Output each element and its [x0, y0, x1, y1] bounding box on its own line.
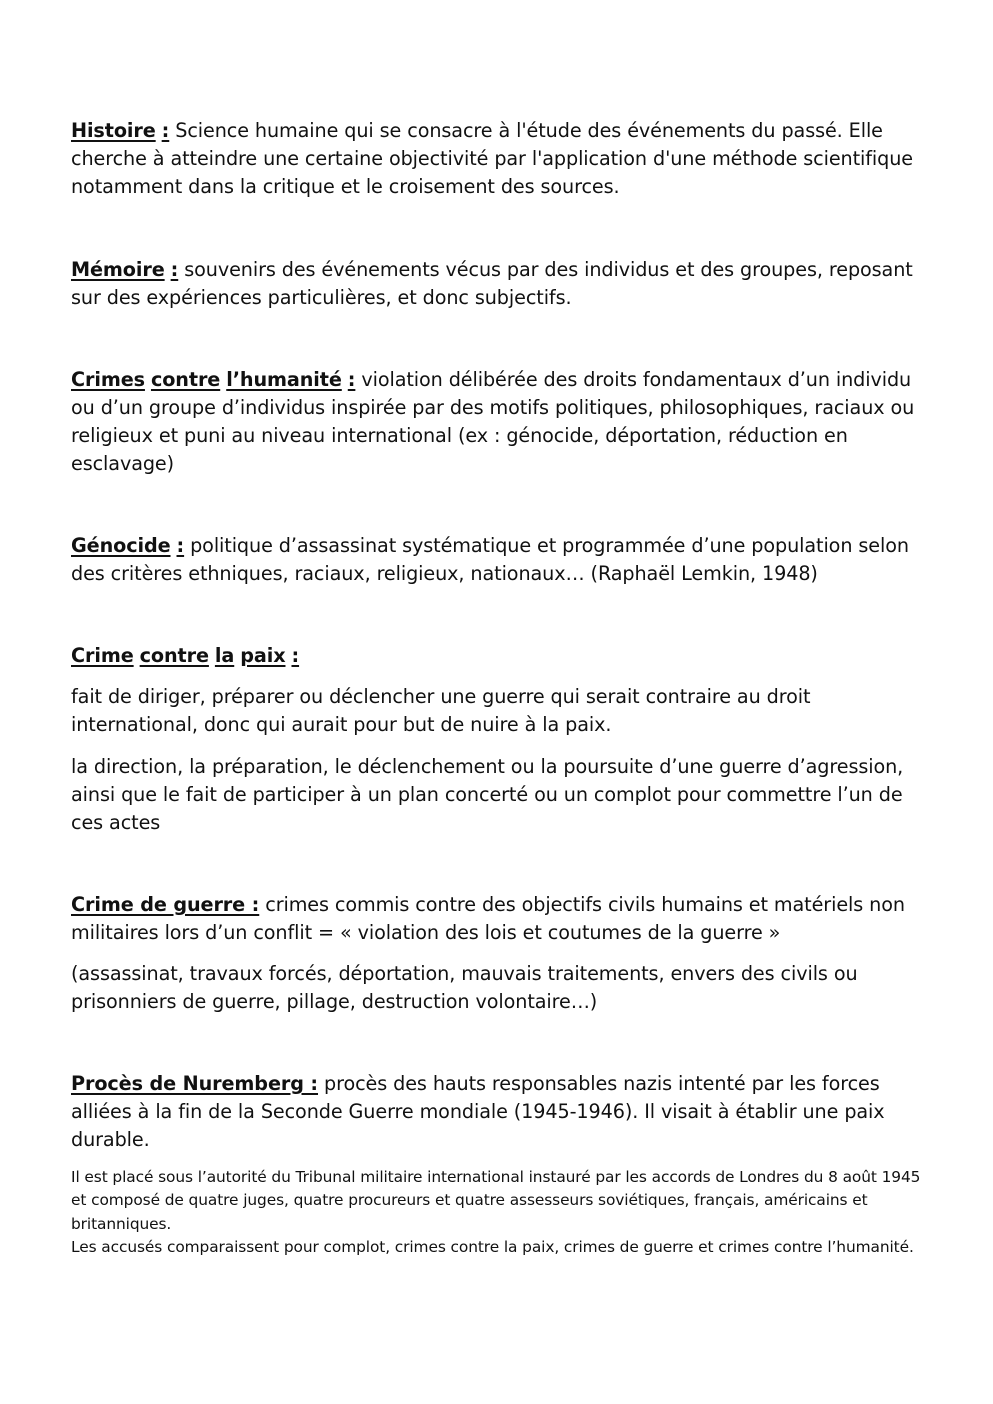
term-memoire: Mémoire	[71, 258, 165, 281]
definition-crime-paix-para-1: fait de diriger, préparer ou déclencher une guerre qui serait contraire au droit international, donc qui aurait pour but de nuire à la paix.	[71, 685, 811, 736]
definition-memoire	[71, 256, 931, 312]
term-crime-paix-word-1: Crime	[71, 644, 134, 667]
term-crimes-humanite-colon: :	[347, 368, 356, 391]
term-crime-paix-colon: :	[291, 644, 300, 667]
term-genocide: Génocide	[71, 534, 171, 557]
definition-crime-guerre-paragraph	[71, 891, 931, 947]
definition-crimes-humanite	[71, 366, 931, 478]
definition-memoire-text: souvenirs des événements vécus par des individus et des groupes, reposant sur des expériences particulières, et donc subjectifs.	[71, 258, 913, 309]
term-crime-paix-word-2: contre	[139, 644, 209, 667]
definition-crime-paix-heading	[71, 642, 931, 670]
definition-crime-paix	[71, 642, 931, 837]
definition-nuremberg	[71, 1070, 931, 1259]
definition-histoire-text: Science humaine qui se consacre à l'étude des événements du passé. Elle cherche à atteindre une certaine objectivité par l'application d'une méthode scientifique notamment dans la critique et le croisement des sources.	[71, 119, 914, 198]
term-memoire-colon: :	[170, 258, 179, 281]
term-crimes-humanite-word-3: l’humanité	[226, 368, 342, 391]
definition-crime-guerre	[71, 891, 931, 1016]
term-genocide-colon: :	[176, 534, 185, 557]
definition-nuremberg-note-2: Les accusés comparaissent pour complot, crimes contre la paix, crimes de guerre et crimes contre l’humanité.	[71, 1237, 914, 1256]
definition-crimes-humanite-text: violation délibérée des droits fondamentaux d’un individu ou d’un groupe d’individus inspirée par des motifs politiques, philosophiques, raciaux ou religieux et puni au niveau international (ex : génocide, déportation, réduction en esclavage)	[71, 368, 915, 475]
definition-histoire-paragraph	[71, 117, 931, 201]
term-crimes-humanite-word-2: contre	[150, 368, 221, 391]
definition-genocide-paragraph	[71, 532, 931, 588]
definition-crime-guerre-text: crimes commis contre des objectifs civils humains et matériels non militaires lors d’un conflit = « violation des lois et coutumes de la guerre »	[71, 893, 905, 944]
definition-crime-guerre-para-2: (assassinat, travaux forcés, déportation, mauvais traitements, envers des civils ou prisonniers de guerre, pillage, destruction volontaire…)	[71, 962, 858, 1013]
definition-genocide	[71, 532, 931, 588]
definition-nuremberg-note-1: Il est placé sous l’autorité du Tribunal militaire international instauré par les accords de Londres du 8 août 1945 et composé de quatre juges, quatre procureurs et quatre assesseurs soviétiques, français, américains et britanniques.	[71, 1168, 921, 1233]
definition-nuremberg-paragraph	[71, 1070, 931, 1154]
term-crime-paix-word-4: paix	[240, 644, 286, 667]
term-crime-paix-word-3: la	[214, 644, 235, 667]
definition-crime-paix-para-2: la direction, la préparation, le déclenchement ou la poursuite d’une guerre d’agression, ainsi que le fait de participer à un plan concerté ou un complot pour commettre l’un de ces actes	[71, 755, 904, 834]
definition-histoire	[71, 117, 931, 201]
definition-memoire-paragraph	[71, 256, 931, 312]
definition-nuremberg-text: procès des hauts responsables nazis intenté par les forces alliées à la fin de la Seconde Guerre mondiale (1945-1946). Il visait à établir une paix durable.	[71, 1072, 885, 1151]
definition-crimes-humanite-paragraph	[71, 366, 931, 478]
term-histoire-colon: :	[161, 119, 170, 142]
term-crimes-humanite-word-1: Crimes	[71, 368, 145, 391]
definition-genocide-text: politique d’assassinat systématique et programmée d’une population selon des critères ethniques, raciaux, religieux, nationaux… (Raphaël Lemkin, 1948)	[71, 534, 909, 585]
term-crime-guerre: Crime de guerre :	[71, 893, 260, 916]
term-histoire: Histoire	[71, 119, 156, 142]
term-nuremberg: Procès de Nuremberg :	[71, 1072, 319, 1095]
